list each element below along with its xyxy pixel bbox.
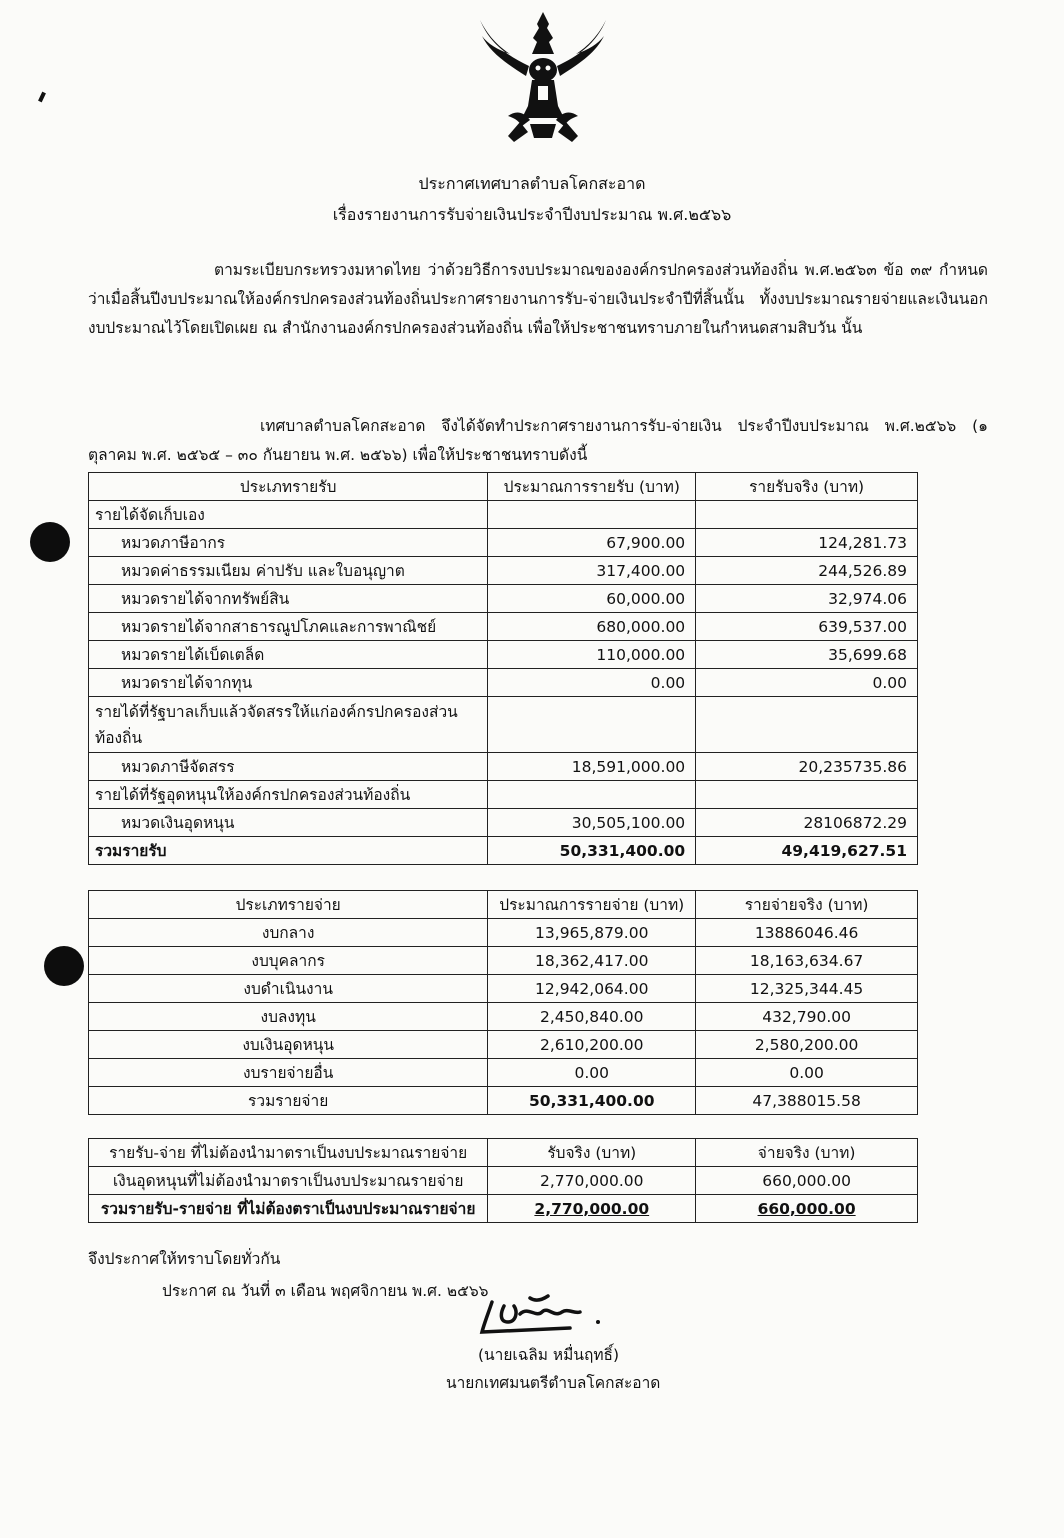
row-label: หมวดรายได้จากทรัพย์สิน (89, 585, 488, 613)
row-label: หมวดเงินอุดหนุน (89, 809, 488, 837)
row-label: หมวดค่าธรรมเนียม ค่าปรับ และใบอนุญาต (89, 557, 488, 585)
row-label: งบเงินอุดหนุน (89, 1031, 488, 1059)
estimate-value: 680,000.00 (488, 613, 696, 641)
table-row (89, 641, 918, 669)
table-row (89, 697, 918, 753)
row-label: รายได้จัดเก็บเอง (89, 501, 488, 529)
actual-value (696, 781, 918, 809)
received-value: 2,770,000.00 (488, 1167, 696, 1195)
punch-hole (30, 522, 70, 562)
actual-value: 639,537.00 (696, 613, 918, 641)
actual-value (696, 697, 918, 753)
table-row (89, 781, 918, 809)
table-row (89, 975, 918, 1003)
announcement-subject: เรื่องรายงานการรับจ่ายเงินประจำปีงบประมาณ พ.ศ.๒๕๖๖ (332, 205, 732, 224)
estimate-value: 13,965,879.00 (488, 919, 696, 947)
announce-line: จึงประกาศให้ทราบโดยทั่วกัน (88, 1250, 281, 1268)
table-row (89, 919, 918, 947)
actual-value: 35,699.68 (696, 641, 918, 669)
actual-value: 432,790.00 (696, 1003, 918, 1031)
estimate-value (488, 781, 696, 809)
column-header: ประมาณการรายรับ (บาท) (488, 473, 696, 501)
row-label: รายได้ที่รัฐอุดหนุนให้องค์กรปกครองส่วนท้องถิ่น (89, 781, 488, 809)
table-row (89, 1167, 918, 1195)
column-header: ประมาณการรายจ่าย (บาท) (488, 891, 696, 919)
total-label: รวมรายรับ (89, 837, 488, 865)
table-row (89, 1059, 918, 1087)
row-label: หมวดภาษีจัดสรร (89, 753, 488, 781)
table-row (89, 669, 918, 697)
table-row (89, 1031, 918, 1059)
expense-table (88, 890, 918, 1115)
estimate-value: 2,450,840.00 (488, 1003, 696, 1031)
row-label: หมวดภาษีอากร (89, 529, 488, 557)
estimate-value: 2,610,200.00 (488, 1031, 696, 1059)
estimate-value: 0.00 (488, 669, 696, 697)
estimate-value: 18,362,417.00 (488, 947, 696, 975)
actual-value (696, 501, 918, 529)
total-label: รวมรายจ่าย (89, 1087, 488, 1115)
total-estimate: 50,331,400.00 (488, 837, 696, 865)
table-row (89, 613, 918, 641)
estimate-value: 30,505,100.00 (488, 809, 696, 837)
actual-value: 244,526.89 (696, 557, 918, 585)
row-label: งบดำเนินงาน (89, 975, 488, 1003)
total-label: รวมรายรับ-รายจ่าย ที่ไม่ต้องตราเป็นงบประมาณรายจ่าย (89, 1195, 488, 1223)
row-label: งบกลาง (89, 919, 488, 947)
row-label: รายได้ที่รัฐบาลเก็บแล้วจัดสรรให้แก่องค์กรปกครองส่วนท้องถิ่น (89, 697, 488, 753)
total-actual: 49,419,627.51 (696, 837, 918, 865)
paid-value: 660,000.00 (696, 1167, 918, 1195)
total-row (89, 837, 918, 865)
row-label: เงินอุดหนุนที่ไม่ต้องนำมาตราเป็นงบประมาณรายจ่าย (89, 1167, 488, 1195)
table-row (89, 529, 918, 557)
total-estimate: 50,331,400.00 (488, 1087, 696, 1115)
table-row (89, 809, 918, 837)
table-header-row (89, 473, 918, 501)
signer-name: (นายเฉลิม หมื่นฤทธิ์) (478, 1346, 620, 1364)
actual-value: 32,974.06 (696, 585, 918, 613)
row-label: งบรายจ่ายอื่น (89, 1059, 488, 1087)
row-label: หมวดรายได้จากทุน (89, 669, 488, 697)
signature (470, 1292, 630, 1340)
total-row (89, 1087, 918, 1115)
total-paid: 660,000.00 (696, 1195, 918, 1223)
income-table (88, 472, 918, 865)
row-label: หมวดรายได้เบ็ดเตล็ด (89, 641, 488, 669)
table-row (89, 501, 918, 529)
column-header: ประเภทรายจ่าย (89, 891, 488, 919)
actual-value: 12,325,344.45 (696, 975, 918, 1003)
column-header: ประเภทรายรับ (89, 473, 488, 501)
signer-title: นายกเทศมนตรีตำบลโคกสะอาด (446, 1374, 661, 1392)
estimate-value: 18,591,000.00 (488, 753, 696, 781)
row-label: งบลงทุน (89, 1003, 488, 1031)
announce-date: ประกาศ ณ วันที่ ๓ เดือน พฤศจิกายน พ.ศ. ๒๕๖๖ (162, 1282, 489, 1300)
estimate-value: 60,000.00 (488, 585, 696, 613)
estimate-value: 0.00 (488, 1059, 696, 1087)
stray-mark (38, 92, 46, 103)
actual-value: 20,235735.86 (696, 753, 918, 781)
total-actual: 47,388015.58 (696, 1087, 918, 1115)
estimate-value: 110,000.00 (488, 641, 696, 669)
total-row (89, 1195, 918, 1223)
actual-value: 13886046.46 (696, 919, 918, 947)
actual-value: 124,281.73 (696, 529, 918, 557)
column-header: จ่ายจริง (บาท) (696, 1139, 918, 1167)
table-row (89, 557, 918, 585)
column-header: รายจ่ายจริง (บาท) (696, 891, 918, 919)
punch-hole (44, 946, 84, 986)
estimate-value: 317,400.00 (488, 557, 696, 585)
actual-value: 28106872.29 (696, 809, 918, 837)
table-row (89, 1003, 918, 1031)
table-row (89, 585, 918, 613)
actual-value: 18,163,634.67 (696, 947, 918, 975)
offbudget-table (88, 1138, 918, 1223)
column-header: รายรับจริง (บาท) (696, 473, 918, 501)
table-header-row (89, 891, 918, 919)
row-label: งบบุคลากร (89, 947, 488, 975)
table-row (89, 753, 918, 781)
actual-value: 0.00 (696, 669, 918, 697)
body-paragraph-2: เทศบาลตำบลโคกสะอาด จึงได้จัดทำประกาศรายงานการรับ-จ่ายเงิน ประจำปีงบประมาณ พ.ศ.๒๕๖๖ (๑ ตุลาคม พ.ศ. ๒๕๖๕ – ๓๐ กันยายน พ.ศ. ๒๕๖๖) เพื่อให้ประชาชนทราบดังนี้ (88, 417, 988, 464)
actual-value: 2,580,200.00 (696, 1031, 918, 1059)
estimate-value: 12,942,064.00 (488, 975, 696, 1003)
estimate-value: 67,900.00 (488, 529, 696, 557)
table-row (89, 947, 918, 975)
column-header: รายรับ-จ่าย ที่ไม่ต้องนำมาตราเป็นงบประมาณรายจ่าย (89, 1139, 488, 1167)
row-label: หมวดรายได้จากสาธารณูปโภคและการพาณิชย์ (89, 613, 488, 641)
estimate-value (488, 501, 696, 529)
total-received: 2,770,000.00 (488, 1195, 696, 1223)
estimate-value (488, 697, 696, 753)
column-header: รับจริง (บาท) (488, 1139, 696, 1167)
body-paragraph-1: ตามระเบียบกระทรวงมหาดไทย ว่าด้วยวิธีการงบประมาณขององค์กรปกครองส่วนท้องถิ่น พ.ศ.๒๕๖๓ ข้อ ๓๙ กำหนดว่าเมื่อสิ้นปีงบประมาณให้องค์กรปกครองส่วนท้องถิ่นประกาศรายงานการรับ-จ่ายเงินประจำปีที่สิ้นนั้น ทั้งงบประมาณรายจ่ายและเงินนอกงบประมาณไว้โดยเปิดเผย ณ สำนักงานองค์กรปกครองส่วนท้องถิ่น เพื่อให้ประชาชนทราบภายในกำหนดสามสิบวัน นั้น (88, 261, 988, 337)
actual-value: 0.00 (696, 1059, 918, 1087)
garuda-emblem (468, 6, 618, 156)
announcement-title: ประกาศเทศบาลตำบลโคกสะอาด (418, 174, 646, 193)
table-header-row (89, 1139, 918, 1167)
